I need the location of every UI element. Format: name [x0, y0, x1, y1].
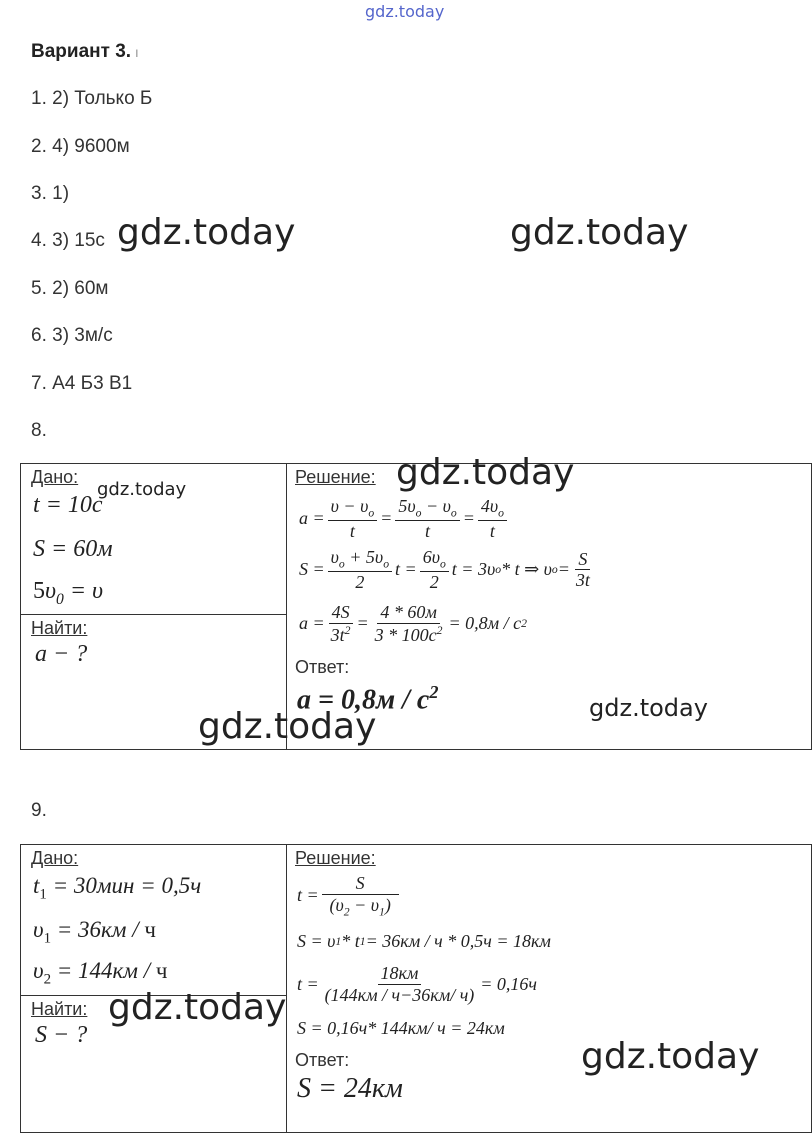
equation: a = $\frac{4S}{3t^2}$ = $\frac{4 * 60м}{3 * 100c^2}$ = 0,8м / c 2 — [299, 602, 527, 645]
find-value: S − ? — [35, 1022, 88, 1048]
watermark: gdz.today — [198, 706, 377, 747]
watermark: gdz.today — [510, 212, 689, 253]
find-value: a − ? — [35, 641, 88, 667]
watermark: gdz.today — [97, 479, 187, 500]
given-line: $\upsilon_2 = 144км / ч$ — [33, 958, 168, 988]
answer-item: 4. 3) 15с — [31, 230, 105, 251]
variant-title-text: Вариант 3. — [31, 41, 132, 62]
task9-solution-cell — [287, 845, 812, 1133]
variant-title: Вариант 3. ı — [31, 41, 139, 62]
task9-number: 9. — [31, 800, 47, 821]
answer-item: 2. 4) 9600м — [31, 136, 130, 157]
given-line: t = 10c — [33, 492, 103, 518]
watermark: gdz.today — [117, 212, 296, 253]
given-label: Дано: — [31, 467, 79, 487]
given-line: $\upsilon_1 = 36км / ч$ — [33, 917, 156, 947]
answer-item: 6. 3) 3м/с — [31, 325, 113, 346]
given-line: S = 60м — [33, 536, 113, 562]
task8-number: 8. — [31, 420, 47, 441]
final-answer: $a = 0,8м / c^2$ — [297, 682, 439, 716]
equation: t = $\frac{18км}{(144км / ч-36км/ ч)}$ = 0,16ч — [297, 963, 538, 1005]
watermark-top: gdz.today — [365, 2, 445, 21]
answer-item: 7. А4 Б3 В1 — [31, 373, 133, 394]
answer-label: Ответ: — [295, 1050, 350, 1070]
final-answer: S = 24км — [297, 1073, 403, 1104]
watermark: gdz.today — [589, 694, 708, 722]
given-line: $t_1 = 30мин = 0,5ч$ — [33, 873, 202, 903]
answer-item: 5. 2) 60м — [31, 278, 109, 299]
equation: a = $\frac{\upsilon - \upsilon_o}{t}$ = $\frac{5\upsilon_o - \upsilon_o}{t}$ = $\frac{4\upsilon_o}{t}$ — [299, 496, 510, 542]
equation: S = υ 1 * t 1 = 36км / ч * 0,5ч = 18км — [297, 931, 551, 951]
solution-label: Решение: — [295, 467, 376, 487]
answer-label: Ответ: — [295, 657, 350, 677]
watermark: gdz.today — [108, 987, 287, 1028]
given-label: Дано: — [31, 848, 79, 868]
equation: t = $\frac{S}{(\upsilon_2 - \upsilon_1)}$ — [297, 873, 402, 919]
watermark: gdz.today — [396, 452, 575, 493]
find-label: Найти: — [31, 618, 88, 638]
solution-label: Решение: — [295, 848, 376, 868]
watermark: gdz.today — [581, 1036, 760, 1077]
equation: S = 0,16ч* 144км/ ч = 24км — [297, 1018, 505, 1038]
find-label: Найти: — [31, 999, 88, 1019]
equation: S = $\frac{\upsilon_o + 5\upsilon_o}{2}$ t = $\frac{6\upsilon_o}{2}$ t = 3υ o * t ⇒ υ o = $\frac{S}{3t}$ — [299, 547, 590, 593]
given-line: $5\upsilon_0 = \upsilon$ — [33, 578, 104, 608]
task9-given-cell — [21, 845, 287, 996]
answer-item: 1. 2) Только Б — [31, 88, 153, 109]
answer-item: 3. 1) — [31, 183, 70, 204]
